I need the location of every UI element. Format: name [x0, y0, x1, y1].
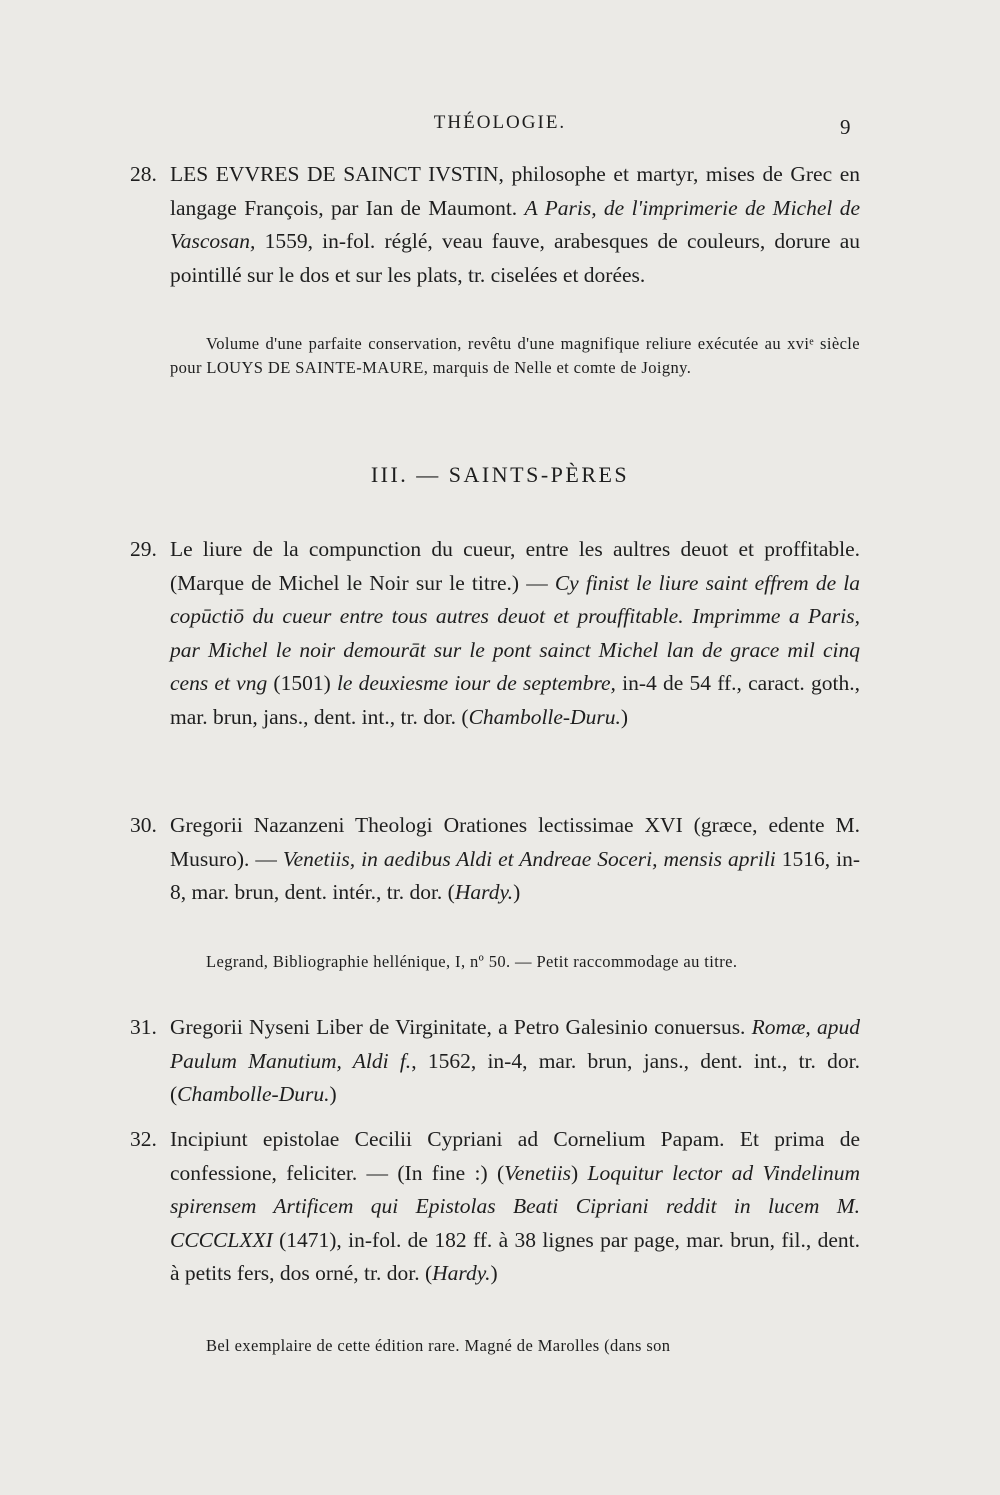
- catalog-entry: [130, 158, 860, 292]
- roman-run: LES EVVRES DE SAINCT IVSTIN, philosophe et martyr, mises de Grec en langage François, par Ian de Maumont.: [170, 162, 860, 220]
- italic-run: le deuxiesme iour de septembre,: [336, 671, 616, 695]
- entry-text: [170, 537, 860, 729]
- roman-run: ): [329, 1082, 337, 1106]
- section-heading: III. — SAINTS-PÈRES: [370, 462, 630, 487]
- italic-run: Loquitur lector ad Vindelinum spirensem Artificem qui Epistolas Beati Cipriani reddit in lucem M. CCCCLXXI: [170, 1160, 860, 1252]
- roman-run: Le liure de la compunction du cueur, entre les aultres deuot et proffitable. (Marque de Michel le Noir sur le titre.) —: [170, 537, 860, 595]
- entry-number: 28.: [130, 162, 157, 186]
- italic-run: Venetiis, in aedibus Aldi et Andreae Soceri, mensis aprili: [282, 846, 776, 871]
- catalog-entry: [130, 533, 860, 734]
- entry-number: 29.: [130, 537, 157, 561]
- entry-note: Bel exemplaire de cette édition rare. Magné de Marolles (dans son: [206, 1336, 671, 1355]
- italic-run: Romæ, apud Paulum Manutium, Aldi f.: [170, 1015, 860, 1073]
- entry-note: Volume d'une parfaite conservation, revêtu d'une magnifique reliure exécutée au xviᵉ siècle pour LOUYS DE SAINTE-MAURE, marquis de Nelle et comte de Joigny.: [170, 334, 860, 377]
- roman-run: ): [620, 704, 629, 729]
- italic-run: Chambolle-Duru.: [177, 1082, 330, 1106]
- roman-run: (1471), in-fol. de 182 ff. à 38 lignes par page, mar. brun, fil., dent. à petits fers, dos orné, tr. dor. (: [170, 1227, 860, 1285]
- entry-text: [170, 162, 860, 287]
- entry-number: 30.: [130, 813, 157, 837]
- running-header: THÉOLOGIE.: [433, 112, 567, 133]
- roman-run: Gregorii Nazanzeni Theologi Orationes lectissimae XVI (græce, edente M. Musuro). —: [170, 813, 860, 871]
- italic-run: Cy finist le liure saint effrem de la copūctiō du cueur entre tous autres deuot et prouffitable. Imprimme a Paris, par Michel le noir demourāt sur le pont sainct Michel lan de grace mil cinq cens et vng: [170, 570, 860, 695]
- roman-run: ): [571, 1160, 588, 1185]
- catalog-entry: [130, 809, 860, 910]
- entry-number: 31.: [130, 1015, 157, 1039]
- entry-number: 32.: [130, 1127, 157, 1151]
- roman-run: (1501): [267, 671, 337, 695]
- catalog-entry: [130, 1011, 860, 1112]
- italic-run: Venetiis: [504, 1160, 572, 1185]
- roman-run: ): [513, 880, 521, 904]
- entry-text: [170, 1127, 860, 1285]
- italic-run: Hardy.: [432, 1261, 491, 1285]
- roman-run: 1516, in-8, mar. brun, dent. intér., tr. dor. (: [170, 846, 860, 904]
- roman-run: 1559, in-fol. réglé, veau fauve, arabesques de couleurs, dorure au pointillé sur le dos et sur les plats, tr. ciselées et dorées.: [170, 229, 860, 287]
- roman-run: Incipiunt epistolae Cecilii Cypriani ad Cornelium Papam. Et prima de confessione, feliciter. — (In fine :) (: [170, 1127, 860, 1185]
- italic-run: Chambolle-Duru.: [468, 704, 621, 729]
- entry-text: [170, 813, 860, 904]
- catalog-entry: [130, 1123, 860, 1291]
- italic-run: Hardy.: [454, 880, 514, 904]
- page-number: 9: [840, 115, 851, 139]
- roman-run: , 1562, in-4, mar. brun, jans., dent. int., tr. dor. (: [170, 1048, 860, 1106]
- entry-text: [170, 1015, 860, 1106]
- roman-run: in-4 de 54 ff., caract. goth., mar. brun, jans., dent. int., tr. dor. (: [170, 671, 860, 729]
- italic-run: A Paris, de l'imprimerie de Michel de Vascosan,: [170, 195, 860, 253]
- roman-run: Gregorii Nyseni Liber de Virginitate, a Petro Galesinio conuersus.: [170, 1015, 752, 1039]
- roman-run: ): [490, 1261, 498, 1285]
- entry-note: Legrand, Bibliographie hellénique, I, nº 50. — Petit raccommodage au titre.: [206, 952, 738, 971]
